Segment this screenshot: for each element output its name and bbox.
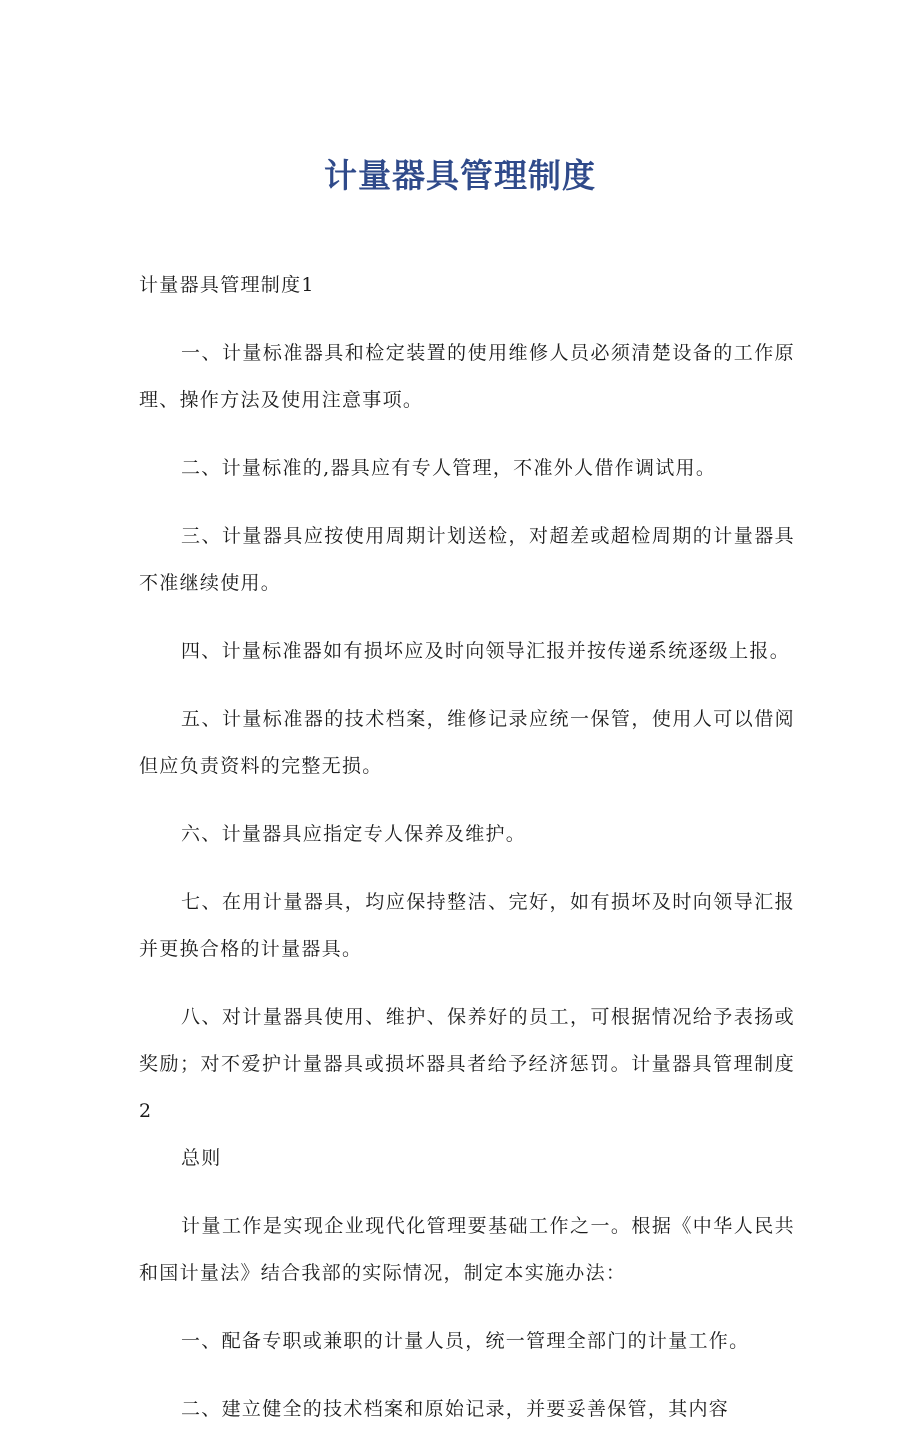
- section-heading: 计量器具管理制度1: [139, 274, 315, 296]
- paragraph: 五、计量标准器的技术档案，维修记录应统一保管，使用人可以借阅但应负责资料的完整无损。: [139, 708, 795, 777]
- paragraph: 六、计量器具应指定专人保养及维护。: [181, 823, 527, 845]
- paragraph: 计量工作是实现企业现代化管理要基础工作之一。根据《中华人民共和国计量法》结合我部的实际情况，制定本实施办法：: [139, 1215, 795, 1284]
- paragraph: 二、建立健全的技术档案和原始记录，并要妥善保管，其内容: [181, 1398, 730, 1420]
- paragraph: 一、配备专职或兼职的计量人员，统一管理全部门的计量工作。: [181, 1330, 750, 1352]
- paragraph: 三、计量器具应按使用周期计划送检，对超差或超检周期的计量器具不准继续使用。: [139, 525, 795, 594]
- paragraph: 七、在用计量器具，均应保持整洁、完好，如有损坏及时向领导汇报并更换合格的计量器具。: [139, 891, 795, 960]
- document-title: 计量器具管理制度: [324, 156, 596, 195]
- paragraph: 二、计量标准的,器具应有专人管理，不准外人借作调试用。: [181, 457, 717, 479]
- paragraph: 四、计量标准器如有损坏应及时向领导汇报并按传递系统逐级上报。: [181, 640, 791, 662]
- paragraph: 八、对计量器具使用、维护、保养好的员工，可根据情况给予表扬或奖励；对不爱护计量器具或损坏器具者给予经济惩罚。计量器具管理制度2: [139, 1006, 795, 1122]
- section-subheading: 总则: [181, 1147, 222, 1169]
- paragraph: 一、计量标准器具和检定装置的使用维修人员必须清楚设备的工作原理、操作方法及使用注意事项。: [139, 342, 795, 411]
- document-body: [139, 262, 795, 1454]
